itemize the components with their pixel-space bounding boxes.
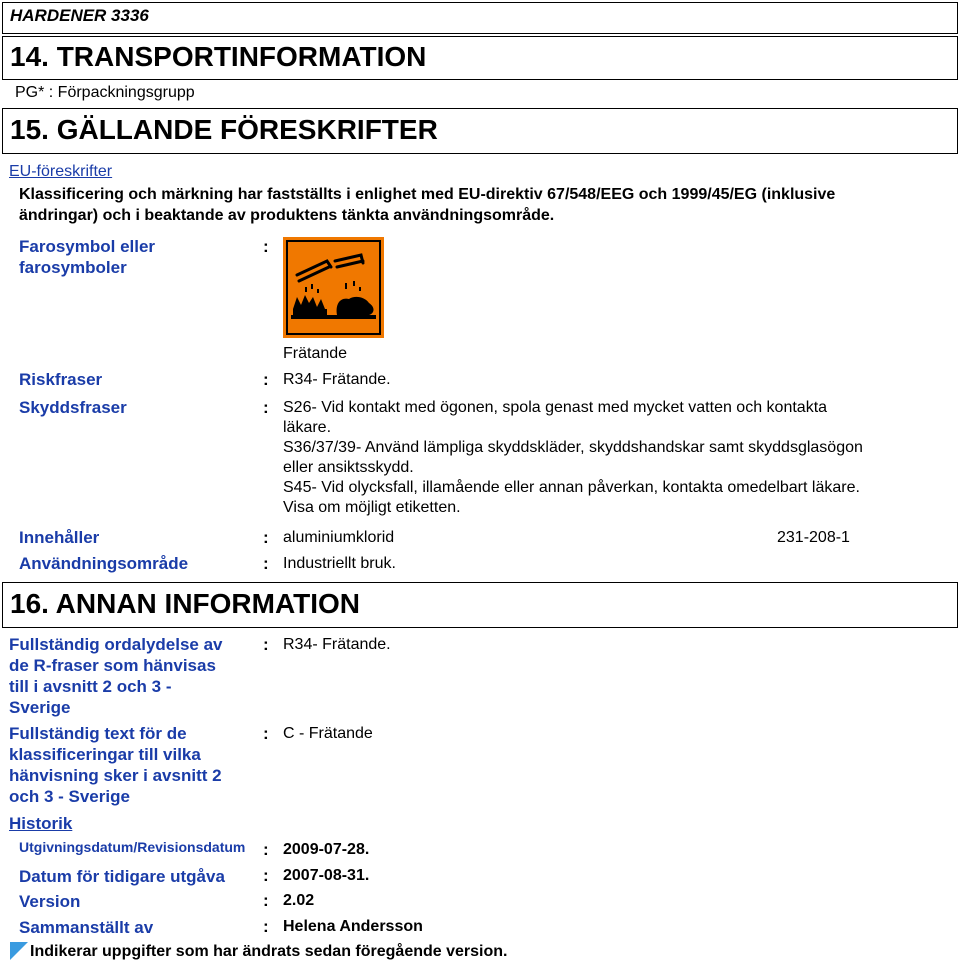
colon: : bbox=[263, 554, 269, 573]
safety-phrase-line: S45- Vid olycksfall, illamående eller annan påverkan, kontakta omedelbart läkare. bbox=[283, 479, 860, 496]
issue-date-value: 2009-07-28. bbox=[283, 841, 370, 858]
previous-issue-label: Datum för tidigare utgåva bbox=[19, 867, 225, 886]
colon: : bbox=[263, 528, 269, 547]
contains-ec-number: 231-208-1 bbox=[777, 529, 850, 546]
author-value: Helena Andersson bbox=[283, 918, 423, 935]
version-label: Version bbox=[19, 892, 81, 911]
version-value: 2.02 bbox=[283, 892, 315, 909]
usage-value: Industriellt bruk. bbox=[283, 555, 396, 572]
label-line: hänvisning sker i avsnitt 2 bbox=[9, 766, 222, 785]
label-line: och 3 - Sverige bbox=[9, 787, 130, 806]
safety-phrase-line: eller ansiktsskydd. bbox=[283, 459, 414, 476]
hazard-label-line-2: farosymboler bbox=[19, 258, 127, 277]
colon: : bbox=[263, 237, 269, 256]
colon: : bbox=[263, 891, 269, 910]
section14-title: 14. TRANSPORTINFORMATION bbox=[10, 41, 427, 72]
colon: : bbox=[263, 724, 269, 743]
classification-text-value: C - Frätande bbox=[283, 725, 373, 742]
colon: : bbox=[263, 866, 269, 885]
colon: : bbox=[263, 398, 269, 417]
hazard-label-line-1: Farosymbol eller bbox=[19, 237, 156, 256]
label-line: Fullständig ordalydelse av bbox=[9, 635, 223, 654]
r-phrases-text-label bbox=[9, 634, 223, 718]
hazard-symbol-label bbox=[19, 236, 155, 278]
product-name: HARDENER 3336 bbox=[10, 6, 149, 25]
usage-label: Användningsområde bbox=[19, 554, 189, 573]
colon: : bbox=[263, 917, 269, 936]
eu-regulations-heading: EU-föreskrifter bbox=[9, 163, 113, 180]
contains-label: Innehåller bbox=[19, 528, 100, 547]
colon: : bbox=[263, 635, 269, 654]
hazard-caption: Frätande bbox=[283, 345, 348, 362]
eu-text-line-2: ändringar) och i beaktande av produktens tänkta användningsområde. bbox=[19, 207, 555, 224]
safety-phrase-line: läkare. bbox=[283, 419, 332, 436]
pg-note: PG* : Förpackningsgrupp bbox=[15, 84, 195, 101]
section16-title: 16. ANNAN INFORMATION bbox=[10, 588, 360, 619]
colon: : bbox=[263, 840, 269, 859]
safety-phrase-line: S26- Vid kontakt med ögonen, spola genast med mycket vatten och kontakta bbox=[283, 399, 828, 416]
risk-phrases-value: R34- Frätande. bbox=[283, 371, 391, 388]
label-line: de R-fraser som hänvisas bbox=[9, 656, 216, 675]
label-line: klassificeringar till vilka bbox=[9, 745, 201, 764]
risk-phrases-label: Riskfraser bbox=[19, 370, 103, 389]
safety-phrases-label: Skyddsfraser bbox=[19, 398, 127, 417]
issue-date-label: Utgivningsdatum/Revisionsdatum bbox=[19, 839, 246, 855]
label-line: Fullständig text för de bbox=[9, 724, 187, 743]
contains-value: aluminiumklorid bbox=[283, 529, 395, 546]
colon: : bbox=[263, 370, 269, 389]
classification-text-label bbox=[9, 723, 222, 807]
corrosive-icon bbox=[283, 237, 384, 338]
r-phrases-text-value: R34- Frätande. bbox=[283, 636, 391, 653]
safety-phrase-line: S36/37/39- Använd lämpliga skyddskläder, skyddshandskar samt skyddsglasögon bbox=[283, 439, 863, 456]
author-label: Sammanställt av bbox=[19, 918, 154, 937]
label-line: Sverige bbox=[9, 698, 71, 717]
change-footnote: Indikerar uppgifter som har ändrats sedan föregående version. bbox=[30, 943, 508, 960]
eu-text-line-1: Klassificering och märkning har fastställts i enlighet med EU-direktiv 67/548/EEG och 1999/45/EG (inklusive bbox=[19, 186, 836, 203]
safety-phrase-line: Visa om möjligt etiketten. bbox=[283, 499, 461, 516]
label-line: till i avsnitt 2 och 3 - bbox=[9, 677, 172, 696]
section15-title: 15. GÄLLANDE FÖRESKRIFTER bbox=[10, 114, 438, 145]
change-marker-icon bbox=[10, 942, 28, 960]
safety-phrases-list bbox=[283, 398, 863, 518]
history-heading: Historik bbox=[9, 814, 73, 833]
previous-issue-value: 2007-08-31. bbox=[283, 867, 370, 884]
